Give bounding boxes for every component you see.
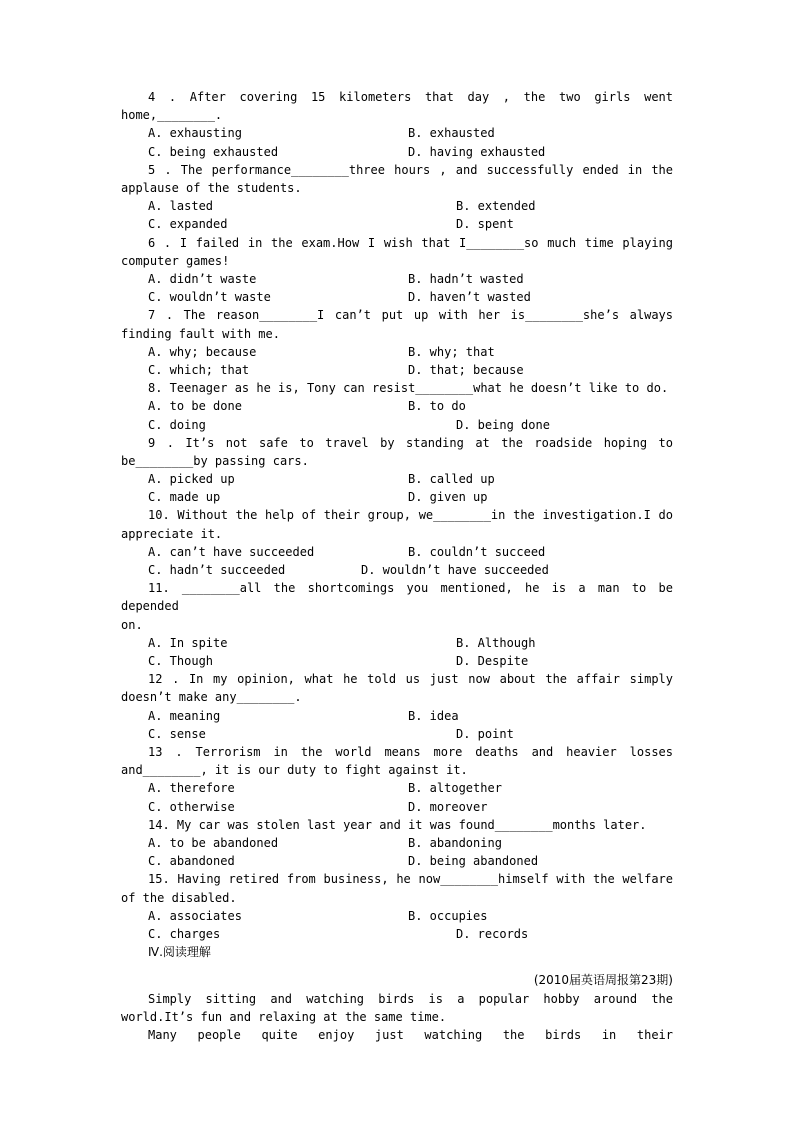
option-right: B. abandoning bbox=[408, 836, 502, 851]
question-item bbox=[121, 506, 673, 579]
option-left: A. didn’t waste bbox=[148, 271, 257, 286]
question-stem: 10. Without the help of their group, we________in the investigation.I do bbox=[148, 508, 673, 523]
option-right: B. couldn’t succeed bbox=[408, 544, 546, 559]
option-right: B. to do bbox=[408, 399, 466, 414]
option-row bbox=[121, 416, 673, 434]
question-item bbox=[121, 434, 673, 507]
option-right: D. being abandoned bbox=[408, 854, 539, 869]
question-stem: 15. Having retired from business, he now________himself with the welfare bbox=[148, 872, 673, 887]
option-right: B. exhausted bbox=[408, 126, 495, 141]
question-stem: 12 . In my opinion, what he told us just now about the affair simply bbox=[148, 672, 673, 687]
question-stem: 13 . Terrorism in the world means more deaths and heavier losses bbox=[148, 745, 673, 760]
passage-paragraph bbox=[121, 990, 673, 1026]
option-left: C. otherwise bbox=[148, 799, 235, 814]
source-citation: (2010届英语周报第23期) bbox=[533, 973, 673, 988]
option-row bbox=[121, 725, 673, 743]
option-left: C. sense bbox=[148, 726, 206, 741]
option-right: D. spent bbox=[456, 217, 514, 232]
question-stem-continued: computer games! bbox=[121, 253, 230, 268]
question-stem-continued: of the disabled. bbox=[121, 890, 237, 905]
option-right: B. occupies bbox=[408, 908, 488, 923]
option-right: D. wouldn’t have succeeded bbox=[361, 563, 549, 578]
section-title: Ⅳ.阅读理解 bbox=[148, 945, 211, 960]
option-right: B. why; that bbox=[408, 344, 495, 359]
question-stem: 11. ________all the shortcomings you mentioned, he is a man to be depended bbox=[121, 581, 673, 614]
option-right: D. given up bbox=[408, 490, 488, 505]
option-left: A. associates bbox=[148, 908, 242, 923]
option-right: D. being done bbox=[456, 417, 550, 432]
option-right: B. extended bbox=[456, 199, 536, 214]
option-row bbox=[121, 561, 673, 579]
option-right: D. moreover bbox=[408, 799, 488, 814]
question-stem-continued: applause of the students. bbox=[121, 180, 302, 195]
option-left: A. to be abandoned bbox=[148, 836, 279, 851]
question-stem: 4 . After covering 15 kilometers that day , the two girls went bbox=[148, 90, 673, 104]
option-row bbox=[121, 798, 673, 816]
option-row bbox=[121, 124, 673, 142]
question-stem-continued: doesn’t make any________. bbox=[121, 690, 302, 705]
option-row bbox=[121, 707, 673, 725]
option-left: A. why; because bbox=[148, 344, 257, 359]
option-left: C. abandoned bbox=[148, 854, 235, 869]
question-stem-continued: appreciate it. bbox=[121, 526, 223, 541]
option-row bbox=[121, 779, 673, 797]
option-right: D. Despite bbox=[456, 654, 529, 669]
option-row bbox=[121, 925, 673, 943]
question-stem: 6 . I failed in the exam.How I wish that I________so much time playing bbox=[148, 235, 673, 250]
option-left: C. hadn’t succeeded bbox=[148, 563, 286, 578]
option-row bbox=[121, 834, 673, 852]
option-right: D. that; because bbox=[408, 362, 524, 377]
option-row bbox=[121, 543, 673, 561]
question-stem: 8. Teenager as he is, Tony can resist________what he doesn’t like to do. bbox=[148, 381, 669, 396]
question-stem-continued: home,________. bbox=[121, 108, 223, 123]
option-right: B. hadn’t wasted bbox=[408, 271, 524, 286]
question-item bbox=[121, 816, 673, 871]
question-item bbox=[121, 379, 673, 434]
option-left: A. exhausting bbox=[148, 126, 242, 141]
question-item bbox=[121, 88, 673, 161]
question-stem: 5 . The performance________three hours , and successfully ended in the bbox=[148, 162, 673, 177]
option-right: D. records bbox=[456, 926, 529, 941]
question-item bbox=[121, 870, 673, 943]
question-item bbox=[121, 161, 673, 234]
question-stem-continued: finding fault with me. bbox=[121, 326, 280, 341]
option-left: C. being exhausted bbox=[148, 144, 279, 159]
option-right: D. having exhausted bbox=[408, 144, 546, 159]
question-item bbox=[121, 579, 673, 670]
option-row bbox=[121, 652, 673, 670]
option-right: D. point bbox=[456, 726, 514, 741]
question-item bbox=[121, 743, 673, 816]
option-left: C. which; that bbox=[148, 362, 250, 377]
option-left: C. charges bbox=[148, 926, 221, 941]
question-stem: 14. My car was stolen last year and it was found________months later. bbox=[148, 817, 647, 832]
passage-paragraph bbox=[121, 1026, 673, 1044]
option-left: A. to be done bbox=[148, 399, 242, 414]
option-left: C. made up bbox=[148, 490, 221, 505]
option-row bbox=[121, 361, 673, 379]
question-stem-continued: be________by passing cars. bbox=[121, 453, 309, 468]
option-left: C. expanded bbox=[148, 217, 228, 232]
exercise-content bbox=[121, 88, 673, 1044]
option-row bbox=[121, 143, 673, 161]
option-left: C. wouldn’t waste bbox=[148, 290, 271, 305]
option-left: A. lasted bbox=[148, 199, 214, 214]
option-left: C. Though bbox=[148, 654, 214, 669]
option-row bbox=[121, 343, 673, 361]
option-right: D. haven’t wasted bbox=[408, 290, 531, 305]
option-left: A. meaning bbox=[148, 708, 221, 723]
option-row bbox=[121, 634, 673, 652]
option-row bbox=[121, 852, 673, 870]
option-row bbox=[121, 270, 673, 288]
option-left: A. picked up bbox=[148, 472, 235, 487]
option-row bbox=[121, 288, 673, 306]
option-right: B. called up bbox=[408, 472, 495, 487]
passage-line: Many people quite enjoy just watching the birds in their bbox=[148, 1027, 673, 1042]
option-left: C. doing bbox=[148, 417, 206, 432]
question-item bbox=[121, 306, 673, 379]
option-row bbox=[121, 397, 673, 415]
option-row bbox=[121, 488, 673, 506]
question-stem-continued: on. bbox=[121, 617, 143, 632]
question-stem: 9 . It’s not safe to travel by standing at the roadside hoping to bbox=[148, 435, 673, 450]
option-left: A. can’t have succeeded bbox=[148, 544, 315, 559]
option-right: B. Although bbox=[456, 635, 536, 650]
question-item bbox=[121, 670, 673, 743]
option-row bbox=[121, 470, 673, 488]
passage-line-continued: world.It’s fun and relaxing at the same time. bbox=[121, 1009, 447, 1024]
option-left: A. In spite bbox=[148, 635, 228, 650]
option-row bbox=[121, 197, 673, 215]
option-right: B. idea bbox=[408, 708, 459, 723]
option-right: B. altogether bbox=[408, 781, 502, 796]
question-item bbox=[121, 234, 673, 307]
question-stem: 7 . The reason________I can’t put up with her is________she’s always bbox=[148, 308, 673, 323]
question-stem-continued: and________, it is our duty to fight against it. bbox=[121, 763, 468, 778]
passage-line: Simply sitting and watching birds is a popular hobby around the bbox=[148, 991, 673, 1006]
option-row bbox=[121, 215, 673, 233]
option-row bbox=[121, 907, 673, 925]
option-left: A. therefore bbox=[148, 781, 235, 796]
